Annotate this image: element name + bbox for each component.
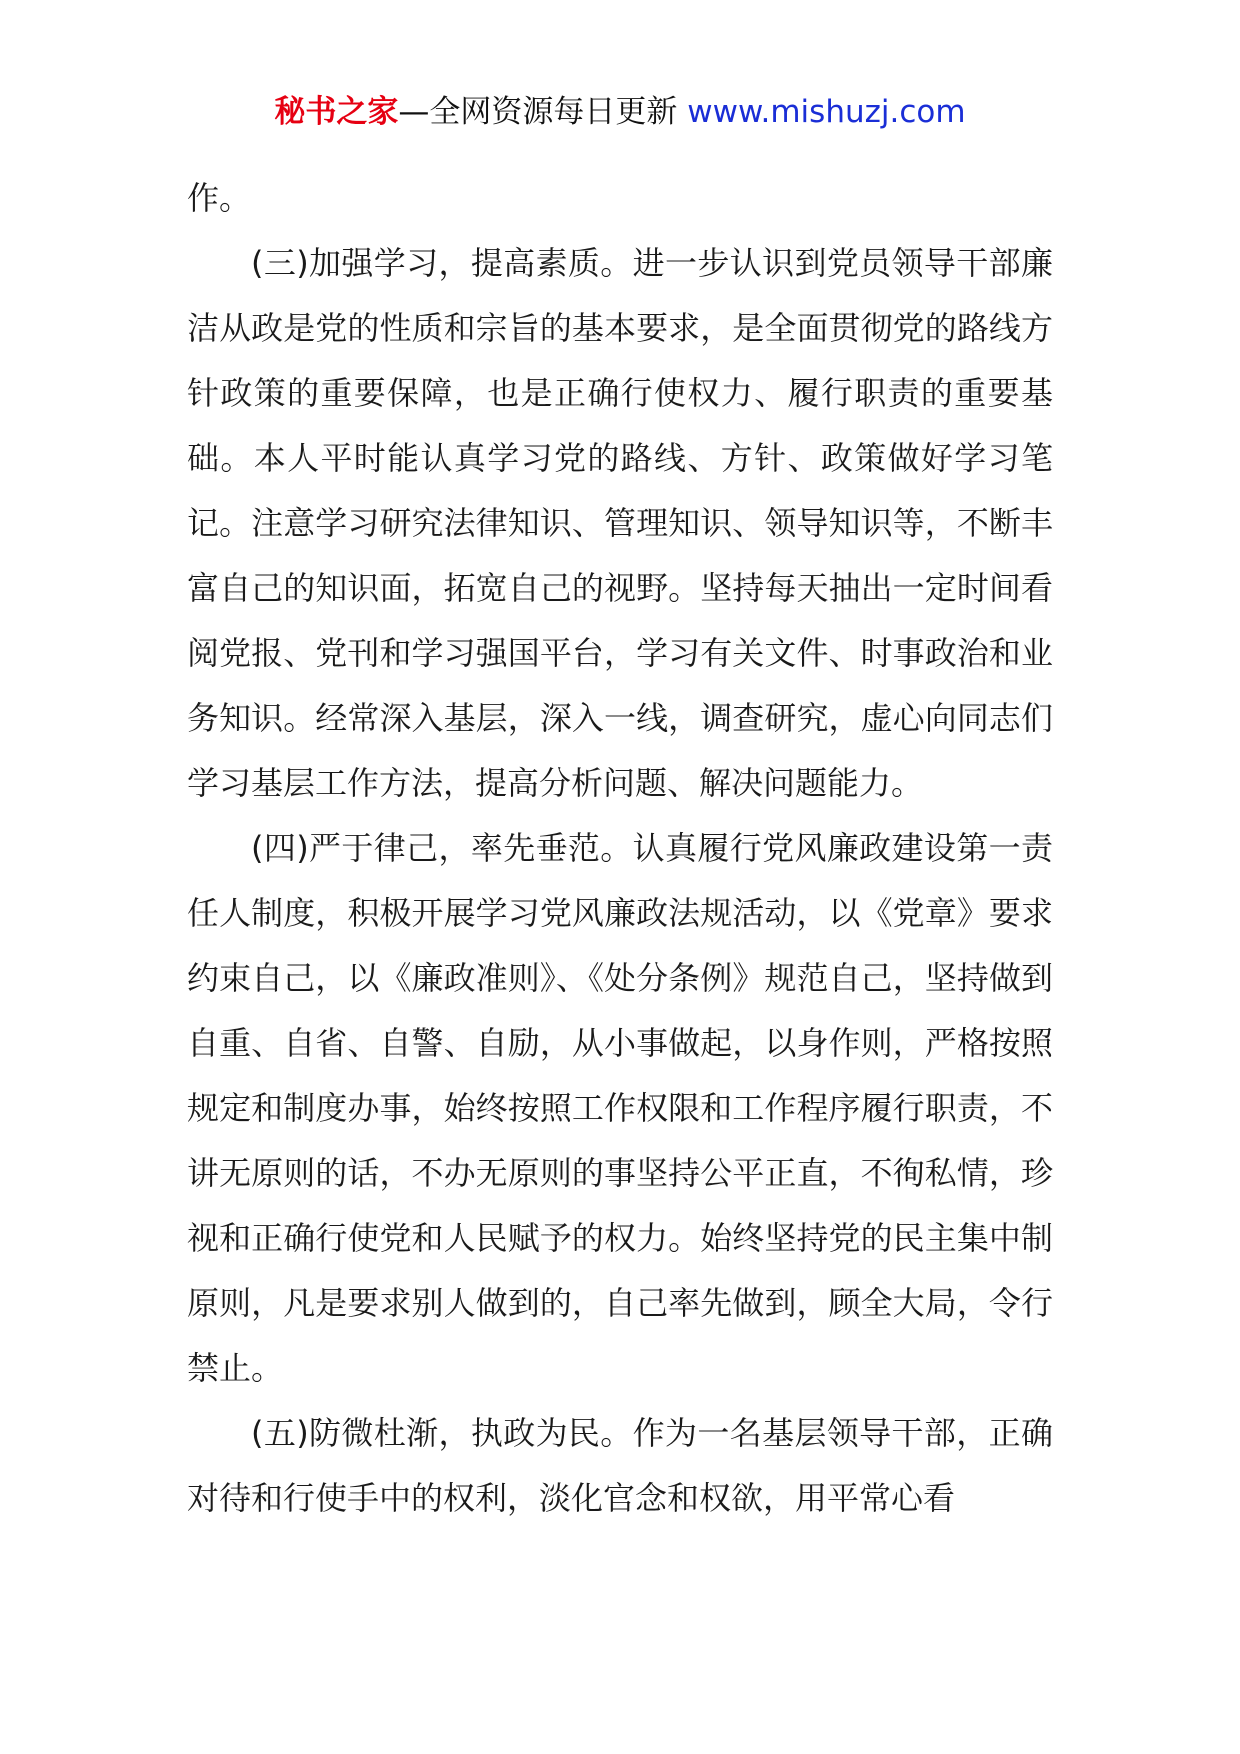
brand-name: 秘书之家 <box>274 94 399 130</box>
paragraph-continuation: 作。 <box>187 179 252 217</box>
page-header <box>0 92 1240 132</box>
paragraph-section-4: (四)严于律己，率先垂范。认真履行党风廉政建设第一责任人制度，积极开展学习党风廉政法规活动，以《党章》要求约束自己，以《廉政准则》、《处分条例》规范自己，坚持做到自重、自省、自警、自励，从小事做起，以身作则，严格按照规定和制度办事，始终按照工作权限和工作程序履行职责，不讲无原则的话，不办无原则的事坚持公平正直，不徇私情，珍视和正确行使党和人民赋予的权力。始终坚持党的民主集中制原则，凡是要求别人做到的，自己率先做到，顾全大局，令行禁止。 <box>187 829 1053 1387</box>
document-body <box>187 166 1053 1531</box>
paragraph-section-3: (三)加强学习，提高素质。进一步认识到党员领导干部廉洁从政是党的性质和宗旨的基本要求，是全面贯彻党的路线方针政策的重要保障，也是正确行使权力、履行职责的重要基础。本人平时能认真学习党的路线、方针、政策做好学习笔记。注意学习研究法律知识、管理知识、领导知识等，不断丰富自己的知识面，拓宽自己的视野。坚持每天抽出一定时间看阅党报、党刊和学习强国平台，学习有关文件、时事政治和业务知识。经常深入基层，深入一线，调查研究，虚心向同志们学习基层工作方法，提高分析问题、解决问题能力。 <box>187 244 1053 802</box>
header-slogan: —全网资源每日更新 <box>398 94 688 130</box>
site-url[interactable]: www.mishuzj.com <box>687 94 966 130</box>
paragraph-section-5: (五)防微杜渐，执政为民。作为一名基层领导干部，正确对待和行使手中的权利，淡化官念和权欲，用平常心看 <box>187 1414 1053 1517</box>
